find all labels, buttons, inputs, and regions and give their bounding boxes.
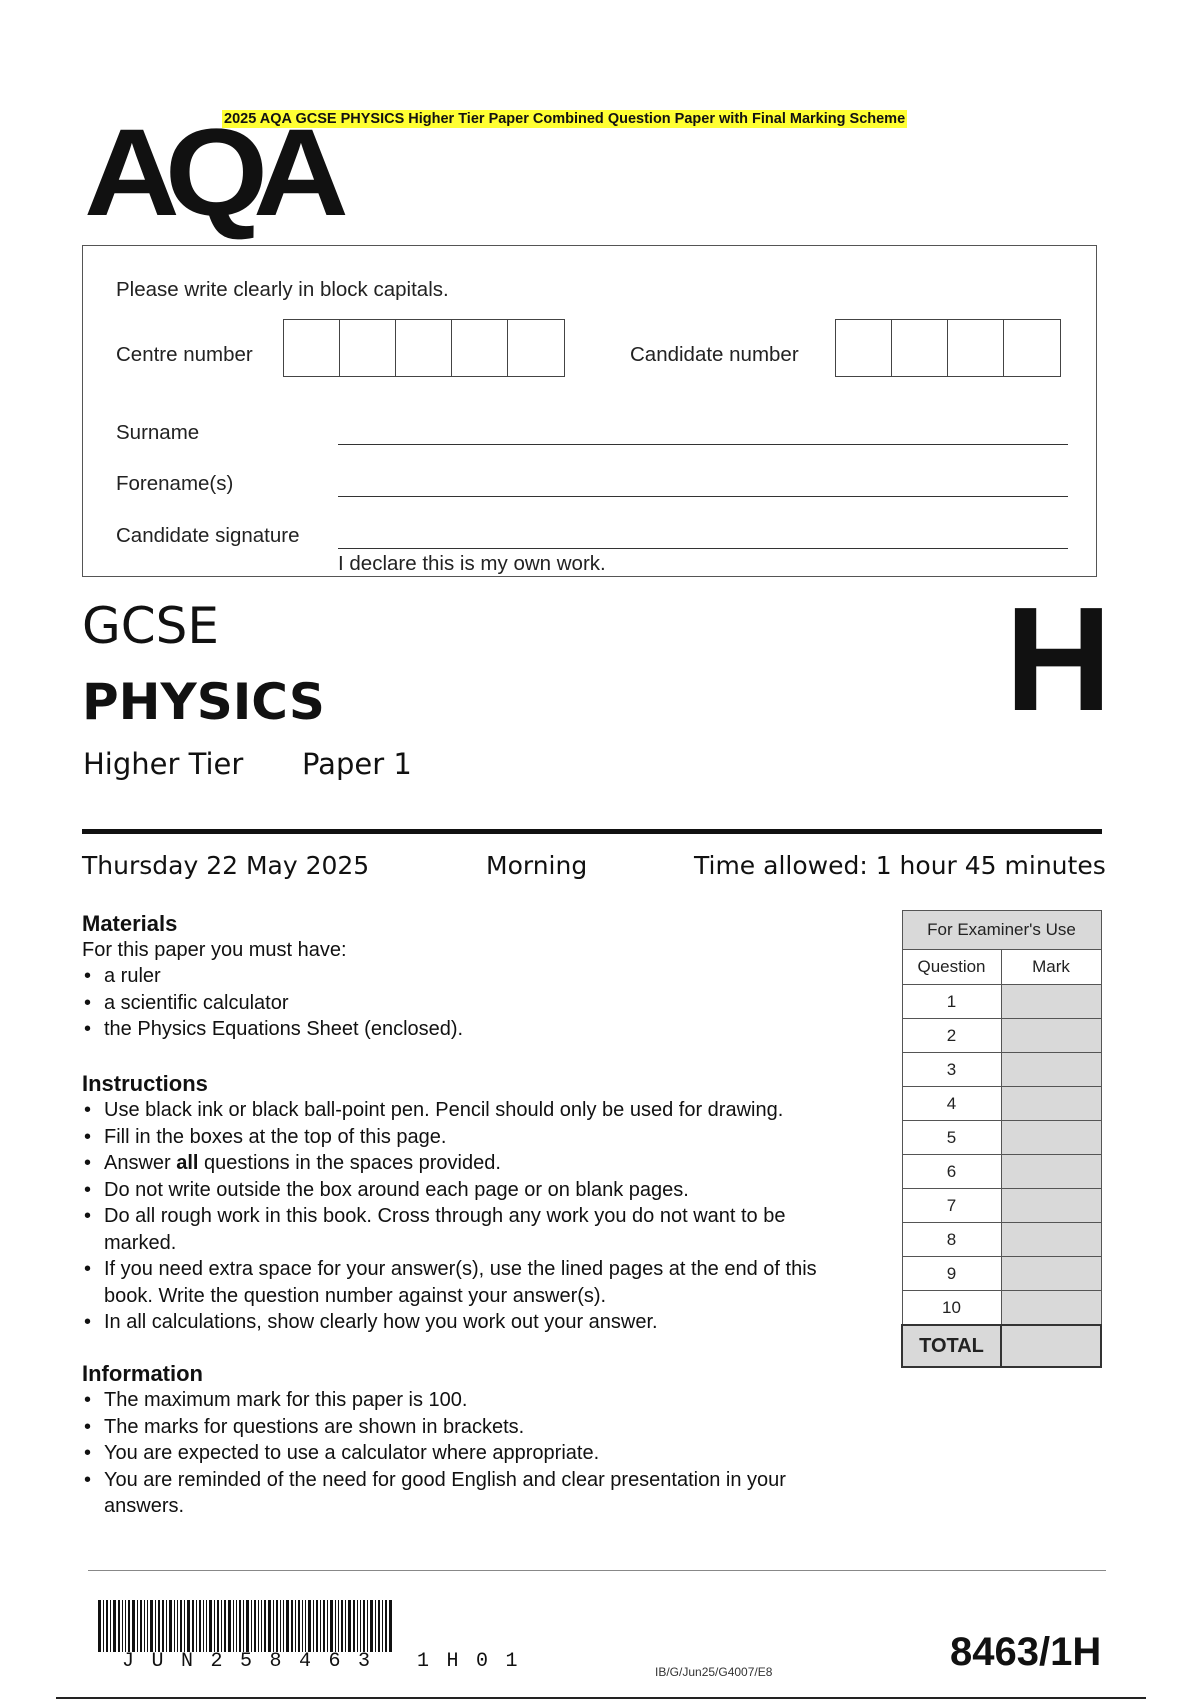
barcode-bar [389, 1600, 392, 1652]
subject-title: PHYSICS [82, 673, 325, 731]
centre-number-boxes[interactable] [283, 319, 565, 377]
information-item: • The maximum mark for this paper is 100. [82, 1387, 882, 1414]
instruction-item: • In all calculations, show clearly how you work out your answer. [82, 1309, 882, 1336]
barcode-bar [147, 1600, 148, 1652]
barcode-bar [320, 1600, 321, 1652]
barcode-bar [291, 1600, 293, 1652]
barcode-bar [367, 1600, 368, 1652]
tier-letter: H [1005, 577, 1112, 742]
barcode-bar [258, 1600, 259, 1652]
tier-label: Higher Tier [83, 747, 244, 781]
barcode-text: JUN258463 1H01 [122, 1650, 536, 1673]
barcode-bar [144, 1600, 145, 1652]
materials-intro: For this paper you must have: [82, 939, 347, 961]
barcode-bar [357, 1600, 358, 1652]
barcode-bar [345, 1600, 346, 1652]
barcode-bar [118, 1600, 120, 1652]
mark-cell[interactable] [1001, 1257, 1101, 1291]
page-bottom-rule [56, 1697, 1146, 1699]
barcode [98, 1600, 508, 1652]
barcode-bar [162, 1600, 164, 1652]
barcode-bar [224, 1600, 226, 1652]
question-number: 9 [902, 1257, 1001, 1291]
centre-digit-box[interactable] [508, 320, 564, 376]
barcode-bar [382, 1600, 383, 1652]
barcode-bar [286, 1600, 289, 1652]
footer-divider [88, 1570, 1106, 1571]
barcode-bar [150, 1600, 153, 1652]
barcode-bar [327, 1600, 328, 1652]
question-number: 10 [902, 1291, 1001, 1326]
barcode-bar [302, 1600, 303, 1652]
mark-cell[interactable] [1001, 1019, 1101, 1053]
barcode-bar [335, 1600, 336, 1652]
information-item: • You are expected to use a calculator where appropriate. [82, 1440, 882, 1467]
barcode-bar [298, 1600, 300, 1652]
barcode-bar [283, 1600, 284, 1652]
information-item: • The marks for questions are shown in brackets. [82, 1414, 882, 1441]
mark-column-header: Mark [1001, 950, 1101, 985]
barcode-bar [169, 1600, 172, 1652]
barcode-bar [98, 1600, 101, 1652]
qualification-title: GCSE [82, 597, 219, 655]
mark-cell[interactable] [1001, 1155, 1101, 1189]
exam-session: Morning [486, 851, 588, 880]
instruction-item: • Do all rough work in this book. Cross through any work you do not want to be marked. [82, 1203, 854, 1256]
instruction-item: • Fill in the boxes at the top of this page. [82, 1124, 882, 1151]
candidate-number-label: Candidate number [630, 343, 799, 366]
barcode-bar [103, 1600, 104, 1652]
barcode-bar [187, 1600, 190, 1652]
barcode-bar [348, 1600, 351, 1652]
centre-digit-box[interactable] [396, 320, 452, 376]
question-number: 8 [902, 1223, 1001, 1257]
block-capitals-instruction: Please write clearly in block capitals. [116, 278, 449, 301]
barcode-bar [305, 1600, 306, 1652]
materials-item: • a scientific calculator [82, 990, 882, 1017]
centre-digit-box[interactable] [284, 320, 340, 376]
barcode-bar [166, 1600, 167, 1652]
question-number: 1 [902, 985, 1001, 1019]
total-mark-cell[interactable] [1001, 1325, 1101, 1367]
candidate-digit-box[interactable] [948, 320, 1004, 376]
barcode-bar [217, 1600, 219, 1652]
materials-item: • the Physics Equations Sheet (enclosed). [82, 1016, 882, 1043]
barcode-bar [203, 1600, 204, 1652]
barcode-bar [316, 1600, 318, 1652]
candidate-number-boxes[interactable] [835, 319, 1061, 377]
materials-item: • a ruler [82, 963, 882, 990]
forenames-line[interactable] [338, 496, 1068, 497]
instructions-section [82, 1071, 882, 1336]
mark-cell[interactable] [1001, 1121, 1101, 1155]
barcode-bar [313, 1600, 314, 1652]
barcode-bar [228, 1600, 231, 1652]
question-number: 2 [902, 1019, 1001, 1053]
barcode-bar [353, 1600, 355, 1652]
barcode-bar [276, 1600, 278, 1652]
barcode-bar [184, 1600, 185, 1652]
candidate-details-box [82, 245, 1097, 577]
declaration-text: I declare this is my own work. [338, 552, 606, 575]
barcode-bar [214, 1600, 215, 1652]
barcode-bar [113, 1600, 116, 1652]
barcode-bar [140, 1600, 142, 1652]
barcode-bar [155, 1600, 156, 1652]
paper-code: 8463/1H [950, 1630, 1102, 1674]
question-number: 6 [902, 1155, 1001, 1189]
barcode-bar [239, 1600, 241, 1652]
mark-cell[interactable] [1001, 1053, 1101, 1087]
materials-section [82, 911, 882, 1043]
question-number: 3 [902, 1053, 1001, 1087]
paper-label: Paper 1 [302, 747, 412, 781]
barcode-bar [122, 1600, 123, 1652]
barcode-bar [243, 1600, 244, 1652]
instructions-heading: Instructions [82, 1071, 208, 1096]
aqa-logo: AQA [84, 104, 334, 242]
mark-cell[interactable] [1001, 1291, 1101, 1326]
surname-line[interactable] [338, 444, 1068, 445]
barcode-bar [196, 1600, 197, 1652]
barcode-bar [199, 1600, 201, 1652]
instruction-item: • Do not write outside the box around each page or on blank pages. [82, 1177, 882, 1204]
centre-number-label: Centre number [116, 343, 253, 366]
materials-heading: Materials [82, 911, 178, 936]
forenames-label: Forename(s) [116, 472, 234, 495]
candidate-digit-box[interactable] [836, 320, 892, 376]
barcode-bar [295, 1600, 296, 1652]
barcode-bar [128, 1600, 130, 1652]
time-allowed: Time allowed: 1 hour 45 minutes [694, 851, 1106, 880]
information-heading: Information [82, 1361, 203, 1386]
document-banner: 2025 AQA GCSE PHYSICS Higher Tier Paper Combined Question Paper with Final Marking Scheme [224, 111, 906, 127]
question-number: 4 [902, 1087, 1001, 1121]
barcode-bar [264, 1600, 266, 1652]
mark-cell[interactable] [1001, 1223, 1101, 1257]
barcode-bar [341, 1600, 343, 1652]
barcode-bar [254, 1600, 256, 1652]
signature-label: Candidate signature [116, 524, 300, 547]
document-reference: IB/G/Jun25/G4007/E8 [655, 1665, 773, 1679]
barcode-bar [308, 1600, 311, 1652]
barcode-bar [363, 1600, 365, 1652]
barcode-bar [273, 1600, 274, 1652]
barcode-bar [110, 1600, 111, 1652]
barcode-bar [106, 1600, 108, 1652]
barcode-bar [330, 1600, 333, 1652]
barcode-bar [360, 1600, 361, 1652]
centre-digit-box[interactable] [340, 320, 396, 376]
barcode-bar [209, 1600, 212, 1652]
surname-label: Surname [116, 421, 200, 444]
examiner-table-header: For Examiner's Use [902, 911, 1101, 950]
candidate-digit-box[interactable] [892, 320, 948, 376]
signature-line[interactable] [338, 548, 1068, 549]
barcode-bar [385, 1600, 387, 1652]
barcode-bar [375, 1600, 376, 1652]
barcode-bar [192, 1600, 194, 1652]
barcode-bar [174, 1600, 175, 1652]
barcode-bar [125, 1600, 126, 1652]
barcode-bar [221, 1600, 222, 1652]
title-divider [82, 829, 1102, 834]
barcode-bar [268, 1600, 271, 1652]
barcode-bar [280, 1600, 281, 1652]
mark-cell[interactable] [1001, 985, 1101, 1019]
barcode-bar [137, 1600, 138, 1652]
exam-date: Thursday 22 May 2025 [82, 851, 370, 880]
examiner-use-table [901, 910, 1102, 1368]
barcode-bar [246, 1600, 249, 1652]
barcode-bar [261, 1600, 262, 1652]
barcode-bar [323, 1600, 325, 1652]
information-section [82, 1361, 882, 1520]
candidate-digit-box[interactable] [1004, 320, 1060, 376]
barcode-bar [378, 1600, 380, 1652]
instruction-item: • Answer all questions in the spaces provided. [82, 1150, 882, 1177]
question-column-header: Question [902, 950, 1001, 985]
barcode-bar [236, 1600, 237, 1652]
barcode-bar [206, 1600, 207, 1652]
barcode-bar [251, 1600, 252, 1652]
mark-cell[interactable] [1001, 1087, 1101, 1121]
instruction-item: • Use black ink or black ball-point pen. Pencil should only be used for drawing. [82, 1097, 882, 1124]
barcode-bar [177, 1600, 178, 1652]
information-item: • You are reminded of the need for good English and clear presentation in your answers. [82, 1467, 824, 1520]
question-number: 7 [902, 1189, 1001, 1223]
barcode-bar [158, 1600, 160, 1652]
barcode-bar [233, 1600, 234, 1652]
mark-cell[interactable] [1001, 1189, 1101, 1223]
total-label: TOTAL [902, 1325, 1001, 1367]
instruction-item: • If you need extra space for your answer(s), use the lined pages at the end of this book. Write the question number against your answer(s). [82, 1256, 854, 1309]
barcode-bar [338, 1600, 339, 1652]
barcode-bar [370, 1600, 373, 1652]
barcode-bar [132, 1600, 135, 1652]
centre-digit-box[interactable] [452, 320, 508, 376]
question-number: 5 [902, 1121, 1001, 1155]
barcode-bar [180, 1600, 182, 1652]
